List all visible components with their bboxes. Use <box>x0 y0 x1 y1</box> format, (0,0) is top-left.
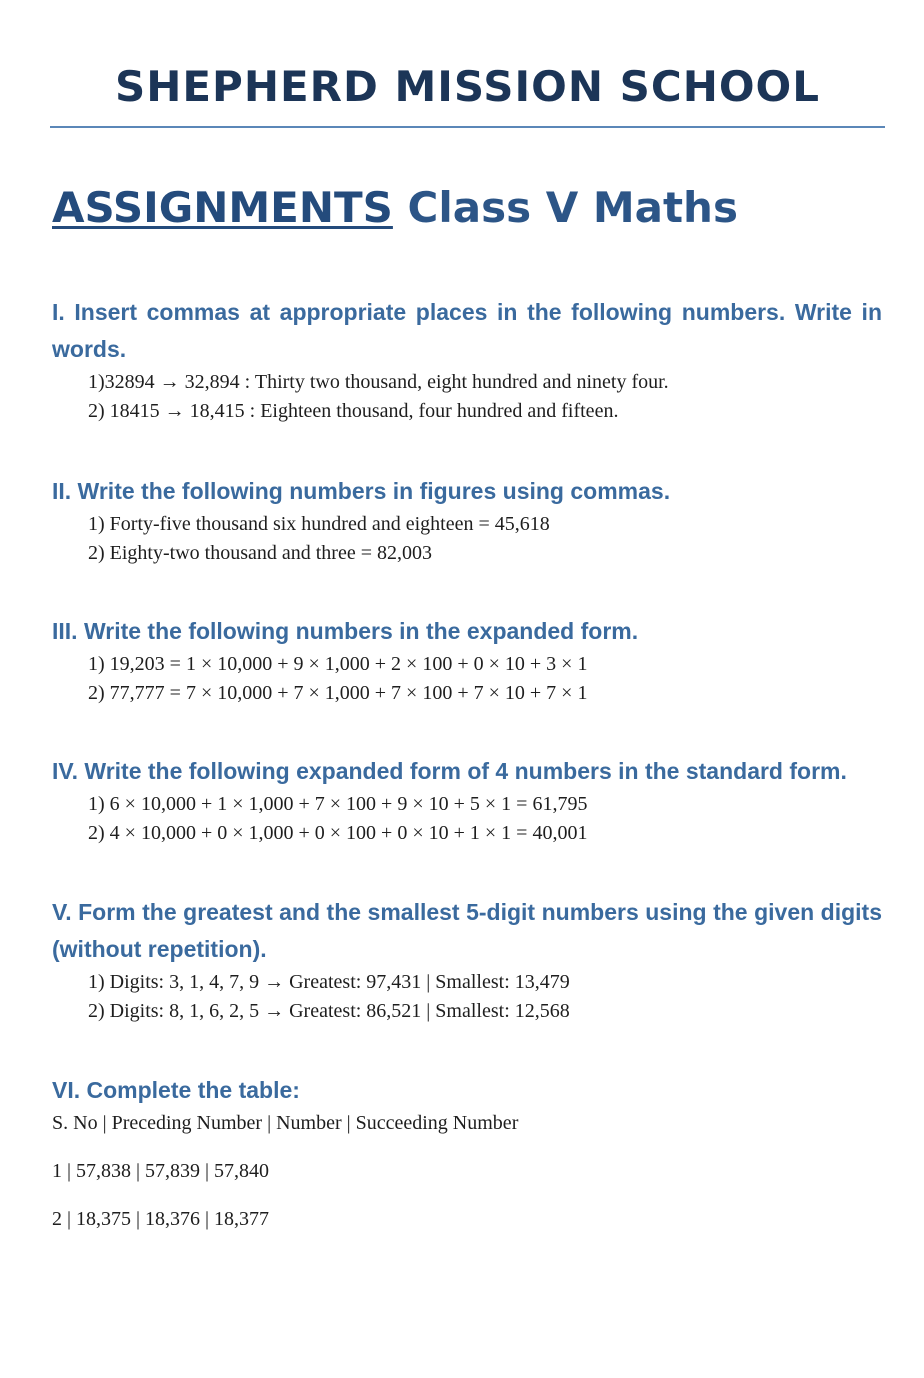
table-row: 1 | 57,838 | 57,839 | 57,840 <box>52 1160 270 1182</box>
question-6: VI. Complete the table: <box>52 1077 300 1103</box>
section-2 <box>52 473 882 568</box>
answer-3-2: 2) 77,777 = 7 × 10,000 + 7 × 1,000 + 7 × 100 + 7 × 10 + 7 × 1 <box>88 682 588 704</box>
answer-3-1: 1) 19,203 = 1 × 10,000 + 9 × 1,000 + 2 × 100 + 0 × 10 + 3 × 1 <box>88 653 588 675</box>
answer-4-2: 2) 4 × 10,000 + 0 × 1,000 + 0 × 100 + 0 × 10 + 1 × 1 = 40,001 <box>88 822 588 844</box>
question-3: III. Write the following numbers in the expanded form. <box>52 618 639 644</box>
section-6 <box>52 1072 882 1234</box>
answer-1-2: 2) 18415 → 18,415 : Eighteen thousand, four hundred and fifteen. <box>88 400 619 422</box>
section-1 <box>52 294 882 426</box>
table-row: 2 | 18,375 | 18,376 | 18,377 <box>52 1208 270 1230</box>
question-4: IV. Write the following expanded form of 4 numbers in the standard form. <box>52 758 847 784</box>
answer-5-2: 2) Digits: 8, 1, 6, 2, 5 → Greatest: 86,521 | Smallest: 12,568 <box>88 1000 570 1022</box>
answer-4-1: 1) 6 × 10,000 + 1 × 1,000 + 7 × 100 + 9 × 10 + 5 × 1 = 61,795 <box>88 793 588 815</box>
title-class: Class V Maths <box>407 183 738 232</box>
question-2: II. Write the following numbers in figures using commas. <box>52 478 671 504</box>
answer-2-2: 2) Eighty-two thousand and three = 82,003 <box>88 542 432 564</box>
question-1: I. Insert commas at appropriate places in the following numbers. Write in words. <box>52 299 882 362</box>
page-title <box>52 183 738 232</box>
answer-1-1: 1)32894 → 32,894 : Thirty two thousand, eight hundred and ninety four. <box>88 371 669 393</box>
title-assignments: ASSIGNMENTS <box>52 183 393 232</box>
section-3 <box>52 613 882 708</box>
section-4 <box>52 753 882 848</box>
header-divider <box>50 126 885 128</box>
table-header: S. No | Preceding Number | Number | Succeeding Number <box>52 1112 519 1134</box>
school-name: SHEPHERD MISSION SCHOOL <box>114 62 821 111</box>
question-5: V. Form the greatest and the smallest 5-digit numbers using the given digits (without repetition). <box>52 899 882 962</box>
answer-5-1: 1) Digits: 3, 1, 4, 7, 9 → Greatest: 97,431 | Smallest: 13,479 <box>88 971 570 993</box>
section-5 <box>52 894 882 1026</box>
answer-2-1: 1) Forty-five thousand six hundred and eighteen = 45,618 <box>88 513 550 535</box>
